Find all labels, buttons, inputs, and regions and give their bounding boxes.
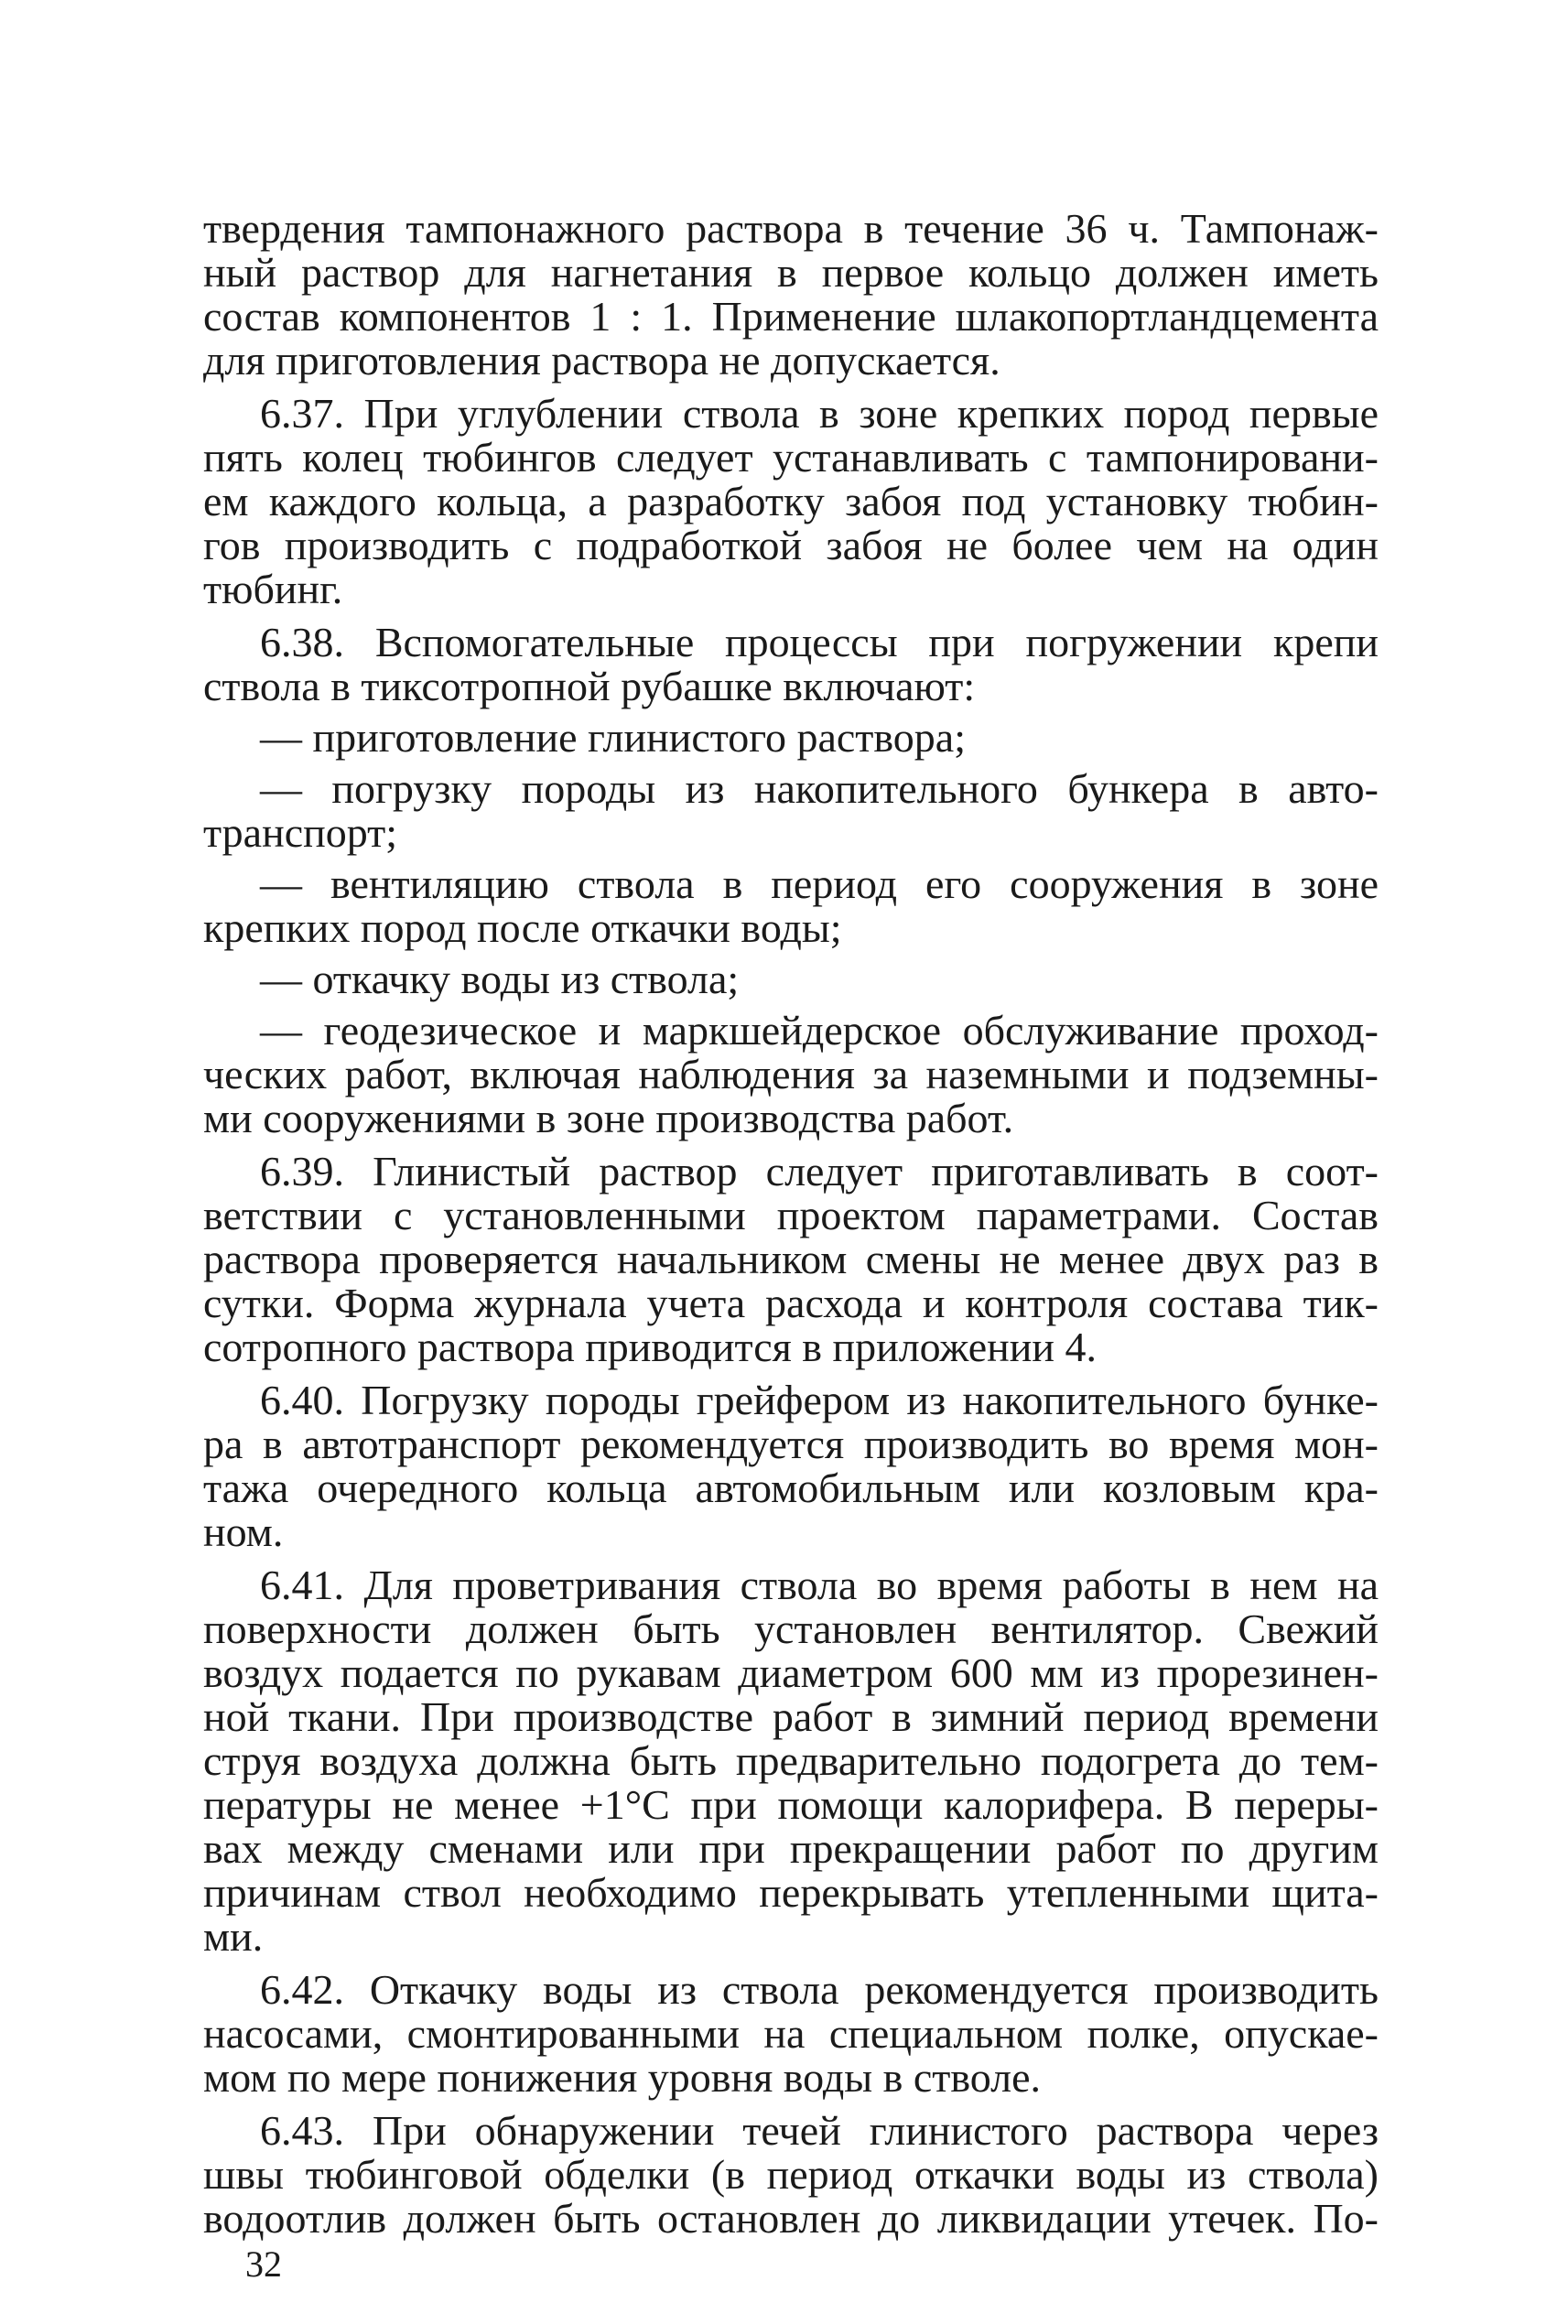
text-line: мом по мере понижения уровня воды в стволе. xyxy=(203,2054,1042,2101)
text-line: для приготовления раствора не допускается. xyxy=(203,337,1000,384)
text-line: состав компонентов 1 : 1. Применение шлакопортландцемента xyxy=(203,293,1379,340)
text-line: тажа очередного кольца автомобильным или козловым кра- xyxy=(203,1465,1379,1511)
paragraph-6-38-start: 6.38. Вспомогательные процессы при погружении крепи xyxy=(260,619,1379,665)
text-line: ствола в тиксотропной рубашке включают: xyxy=(203,663,976,709)
paragraph-6-41-start: 6.41. Для проветривания ствола во время работы в нем на xyxy=(260,1562,1379,1608)
text-line: ми. xyxy=(203,1913,264,1960)
list-item: — вентиляцию ствола в период его сооружения в зоне xyxy=(260,860,1379,907)
text-line: твердения тампонажного раствора в течение 36 ч. Тампонаж- xyxy=(203,205,1379,252)
paragraph-6-42-start: 6.42. Откачку воды из ствола рекомендуется производить xyxy=(260,1966,1379,2013)
list-item: — откачку воды из ствола; xyxy=(260,956,740,1002)
text-line: насосами, смонтированными на специальном полке, опускае- xyxy=(203,2010,1379,2057)
text-line: ный раствор для нагнетания в первое кольцо должен иметь xyxy=(203,249,1379,296)
text-line: гов производить с подработкой забоя не более чем на один xyxy=(203,522,1379,568)
text-line: вах между сменами или при прекращении работ по другим xyxy=(203,1825,1379,1872)
text-line: ми сооружениями в зоне производства работ. xyxy=(203,1095,1014,1141)
text-line: пять колец тюбингов следует устанавливать с тампонировани- xyxy=(203,434,1379,481)
list-item: — приготовление глинистого раствора; xyxy=(260,714,966,761)
text-line: сотропного раствора приводится в приложении 4. xyxy=(203,1324,1097,1370)
page-number: 32 xyxy=(245,2243,282,2285)
list-item: — геодезическое и маркшейдерское обслуживание проход- xyxy=(260,1007,1379,1054)
text-line: ном. xyxy=(203,1508,284,1555)
paragraph-6-39-start: 6.39. Глинистый раствор следует приготавливать в соот- xyxy=(260,1148,1379,1194)
text-line: ческих работ, включая наблюдения за наземными и подземны- xyxy=(203,1051,1379,1097)
text-line: струя воздуха должна быть предварительно подогрета до тем- xyxy=(203,1737,1379,1784)
text-line: раствора проверяется начальником смены не менее двух раз в xyxy=(203,1236,1379,1282)
text-line: ветствии с установленными проектом параметрами. Состав xyxy=(203,1192,1379,1238)
text-line: тюбинг. xyxy=(203,566,343,612)
text-line: поверхности должен быть установлен вентилятор. Свежий xyxy=(203,1605,1379,1652)
text-line: ра в автотранспорт рекомендуется производить во время мон- xyxy=(203,1421,1379,1467)
text-line: ем каждого кольца, а разработку забоя под установку тюбин- xyxy=(203,478,1379,524)
text-line: причинам ствол необходимо перекрывать утепленными щита- xyxy=(203,1869,1379,1916)
text-line: ной ткани. При производстве работ в зимний период времени xyxy=(203,1693,1379,1740)
list-item: — погрузку породы из накопительного бункера в авто- xyxy=(260,765,1379,812)
text-line: швы тюбинговой обделки (в период откачки воды из ствола) xyxy=(203,2151,1379,2198)
text-line: транспорт; xyxy=(203,809,398,856)
paragraph-6-40-start: 6.40. Погрузку породы грейфером из накопительного бунке- xyxy=(260,1377,1379,1423)
text-line: крепких пород после откачки воды; xyxy=(203,904,842,951)
text-line: воздух подается по рукавам диаметром 600 мм из прорезинен- xyxy=(203,1649,1379,1696)
text-line: пературы не менее +1°С при помощи калорифера. В переры- xyxy=(203,1781,1379,1828)
text-line: водоотлив должен быть остановлен до ликвидации утечек. По- xyxy=(203,2195,1379,2242)
paragraph-6-43-start: 6.43. При обнаружении течей глинистого раствора через xyxy=(260,2107,1379,2154)
paragraph-6-37-start: 6.37. При углублении ствола в зоне крепких пород первые xyxy=(260,390,1379,437)
text-line: сутки. Форма журнала учета расхода и контроля состава тик- xyxy=(203,1280,1379,1326)
